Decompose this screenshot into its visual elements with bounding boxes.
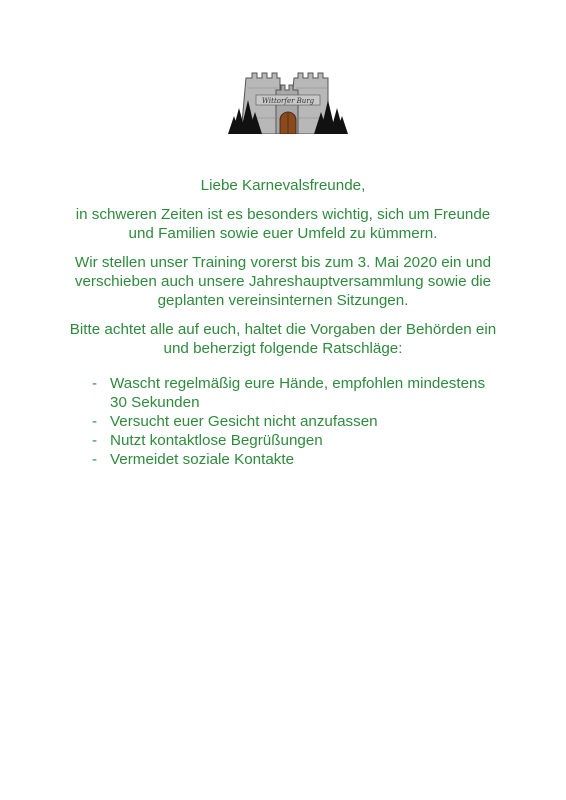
paragraph-training: Wir stellen unser Training vorerst bis zum 3. Mai 2020 ein und verschieben auch unsere Jahreshauptversammlung sowie die geplanten vereinsinternen Sitzungen. xyxy=(74,254,492,309)
paragraph-care: in schweren Zeiten ist es besonders wichtig, sich um Freunde und Familien sowie euer Umfeld zu kümmern. xyxy=(75,206,491,242)
tip-text: Vermeidet soziale Kontakte xyxy=(110,451,295,468)
list-item xyxy=(92,431,506,450)
castle-logo-icon xyxy=(228,70,348,134)
list-item xyxy=(92,450,506,469)
bullet-dash: - xyxy=(92,413,98,430)
logo-wordmark: Wittorfer Burg xyxy=(261,97,315,105)
tip-text: Versucht euer Gesicht nicht anzufassen xyxy=(110,413,378,430)
list-item xyxy=(92,374,506,412)
tip-text: Wascht regelmäßig eure Hände, empfohlen mindestens 30 Sekunden xyxy=(110,375,486,411)
bullet-dash: - xyxy=(92,375,98,392)
letter-body xyxy=(60,176,506,469)
bullet-dash: - xyxy=(92,451,98,468)
bullet-dash: - xyxy=(92,432,98,449)
list-item xyxy=(92,412,506,431)
greeting: Liebe Karnevalsfreunde, xyxy=(200,177,366,194)
tips-list xyxy=(60,374,506,469)
tip-text: Nutzt kontaktlose Begrüßungen xyxy=(110,432,323,449)
paragraph-advice: Bitte achtet alle auf euch, haltet die Vorgaben der Behörden ein und beherzigt folgende Ratschläge: xyxy=(69,321,497,357)
